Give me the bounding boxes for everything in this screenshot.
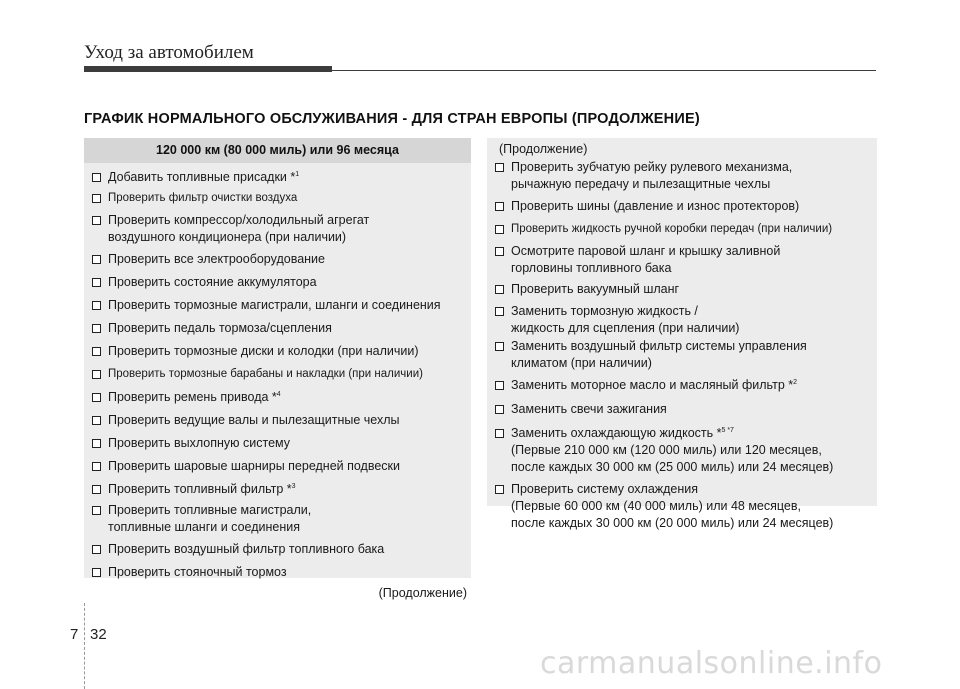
item-text: Заменить воздушный фильтр системы управления	[511, 339, 807, 353]
checklist-item	[84, 564, 471, 581]
checkbox-icon	[92, 545, 101, 554]
item-text: воздушного кондиционера (при наличии)	[108, 230, 347, 244]
header-bar-dark	[84, 66, 332, 72]
item-text: климатом (при наличии)	[511, 356, 652, 370]
panel-heading: 120 000 км (80 000 миль) или 96 месяца	[84, 138, 471, 163]
checkbox-icon	[495, 285, 504, 294]
footnote-mark: 3	[291, 482, 296, 490]
checkbox-icon	[92, 255, 101, 264]
item-text: Проверить систему охлаждения	[511, 482, 699, 496]
checklist-item	[84, 190, 471, 207]
item-text: Проверить ремень привода *	[108, 390, 277, 404]
item-text: Проверить педаль тормоза/сцепления	[108, 321, 332, 335]
item-text: топливные шланги и соединения	[108, 520, 300, 534]
item-text: Проверить стояночный тормоз	[108, 565, 287, 579]
checkbox-icon	[92, 301, 101, 310]
checkbox-icon	[92, 568, 101, 577]
chapter-number: 7	[70, 626, 79, 643]
checkbox-icon	[495, 429, 504, 438]
checkbox-icon	[92, 278, 101, 287]
checkbox-icon	[495, 307, 504, 316]
footnote-mark: 4	[276, 390, 281, 398]
checkbox-icon	[92, 370, 101, 379]
checklist-item	[84, 458, 471, 475]
checkbox-icon	[495, 342, 504, 351]
item-text: Проверить тормозные барабаны и накладки (при наличии)	[108, 368, 423, 380]
checklist-item	[487, 377, 877, 394]
checkbox-icon	[92, 216, 101, 225]
item-text: Проверить компрессор/холодильный агрегат	[108, 213, 370, 227]
checkbox-icon	[92, 194, 101, 203]
footnote-mark: 5 *7	[721, 426, 734, 434]
checkbox-icon	[92, 393, 101, 402]
item-text: жидкость для сцепления (при наличии)	[511, 321, 740, 335]
item-text: Осмотрите паровой шланг и крышку заливной	[511, 244, 781, 258]
checkbox-icon	[92, 485, 101, 494]
item-text: Заменить моторное масло и масляный фильтр *	[511, 378, 794, 392]
checklist-item	[84, 212, 471, 246]
checklist-item	[84, 389, 471, 406]
page-number: 32	[90, 626, 107, 643]
item-text: Проверить тормозные диски и колодки (при наличии)	[108, 344, 419, 358]
checklist-item	[84, 274, 471, 291]
item-text: (Первые 210 000 км (120 000 миль) или 120 месяцев,	[511, 443, 822, 457]
item-text: Проверить зубчатую рейку рулевого механизма,	[511, 160, 793, 174]
item-text: Заменить охлаждающую жидкость *	[511, 426, 722, 440]
checklist-item	[84, 343, 471, 360]
item-text: Проверить выхлопную систему	[108, 436, 291, 450]
item-text: Проверить тормозные магистрали, шланги и соединения	[108, 298, 441, 312]
footnote-mark: 2	[793, 378, 798, 386]
continued-note: (Продолжение)	[378, 586, 467, 600]
item-text: Проверить все электрооборудование	[108, 252, 325, 266]
checklist-item	[84, 366, 471, 383]
schedule-panel-right	[487, 138, 877, 530]
checklist-item	[487, 243, 877, 277]
watermark: carmanualsonline.info	[540, 646, 883, 681]
checklist-item	[84, 251, 471, 268]
checkbox-icon	[495, 202, 504, 211]
item-text: (Первые 60 000 км (40 000 миль) или 48 месяцев,	[511, 499, 801, 513]
checklist-item	[84, 541, 471, 558]
item-text: Проверить ведущие валы и пылезащитные чехлы	[108, 413, 400, 427]
item-text: Проверить топливный фильтр *	[108, 482, 292, 496]
checkbox-icon	[495, 163, 504, 172]
continued-note: (Продолжение)	[499, 142, 588, 156]
checkbox-icon	[495, 381, 504, 390]
footer-divider	[84, 603, 85, 689]
item-text: Заменить тормозную жидкость /	[511, 304, 698, 318]
checkbox-icon	[495, 405, 504, 414]
checklist-item	[487, 221, 877, 238]
checklist-item	[84, 297, 471, 314]
checkbox-icon	[92, 439, 101, 448]
checklist-item	[84, 320, 471, 337]
checklist-item	[84, 435, 471, 452]
item-text: Проверить шины (давление и износ протекторов)	[511, 199, 800, 213]
section-title: ГРАФИК НОРМАЛЬНОГО ОБСЛУЖИВАНИЯ - ДЛЯ СТРАН ЕВРОПЫ (ПРОДОЛЖЕНИЕ)	[84, 111, 700, 127]
header-title: Уход за автомобилем	[84, 42, 254, 63]
item-text: Проверить шаровые шарниры передней подвески	[108, 459, 400, 473]
schedule-panel-left	[84, 138, 471, 600]
checklist-item	[487, 338, 877, 372]
checkbox-icon	[92, 462, 101, 471]
item-text: Заменить свечи зажигания	[511, 402, 667, 416]
checklist-item	[84, 481, 471, 498]
item-text: рычажную передачу и пылезащитные чехлы	[511, 177, 771, 191]
item-text: Проверить топливные магистрали,	[108, 503, 312, 517]
checklist-item	[487, 401, 877, 418]
checklist-item	[487, 303, 877, 337]
item-text: Проверить состояние аккумулятора	[108, 275, 317, 289]
item-text: Проверить фильтр очистки воздуха	[108, 192, 298, 204]
item-text: Проверить воздушный фильтр топливного бака	[108, 542, 385, 556]
item-text: Проверить вакуумный шланг	[511, 282, 680, 296]
checkbox-icon	[92, 347, 101, 356]
checkbox-icon	[92, 324, 101, 333]
checklist-item	[487, 481, 877, 532]
item-text: Добавить топливные присадки *	[108, 170, 296, 184]
header-rule	[332, 70, 876, 71]
checklist-item	[487, 425, 877, 476]
item-text: после каждых 30 000 км (20 000 миль) или 24 месяцев)	[511, 516, 834, 530]
checklist-item	[84, 169, 471, 186]
checkbox-icon	[92, 416, 101, 425]
item-text: Проверить жидкость ручной коробки передач (при наличии)	[511, 223, 833, 235]
footnote-mark: 1	[295, 170, 300, 178]
checklist-item	[487, 198, 877, 215]
checkbox-icon	[495, 247, 504, 256]
item-text: после каждых 30 000 км (25 000 миль) или 24 месяцев)	[511, 460, 834, 474]
checklist-item	[84, 502, 471, 536]
checkbox-icon	[495, 225, 504, 234]
checklist-item	[487, 159, 877, 193]
checkbox-icon	[92, 173, 101, 182]
checkbox-icon	[495, 485, 504, 494]
item-text: горловины топливного бака	[511, 261, 672, 275]
checklist-item	[84, 412, 471, 429]
checklist-item	[487, 281, 877, 298]
checkbox-icon	[92, 506, 101, 515]
